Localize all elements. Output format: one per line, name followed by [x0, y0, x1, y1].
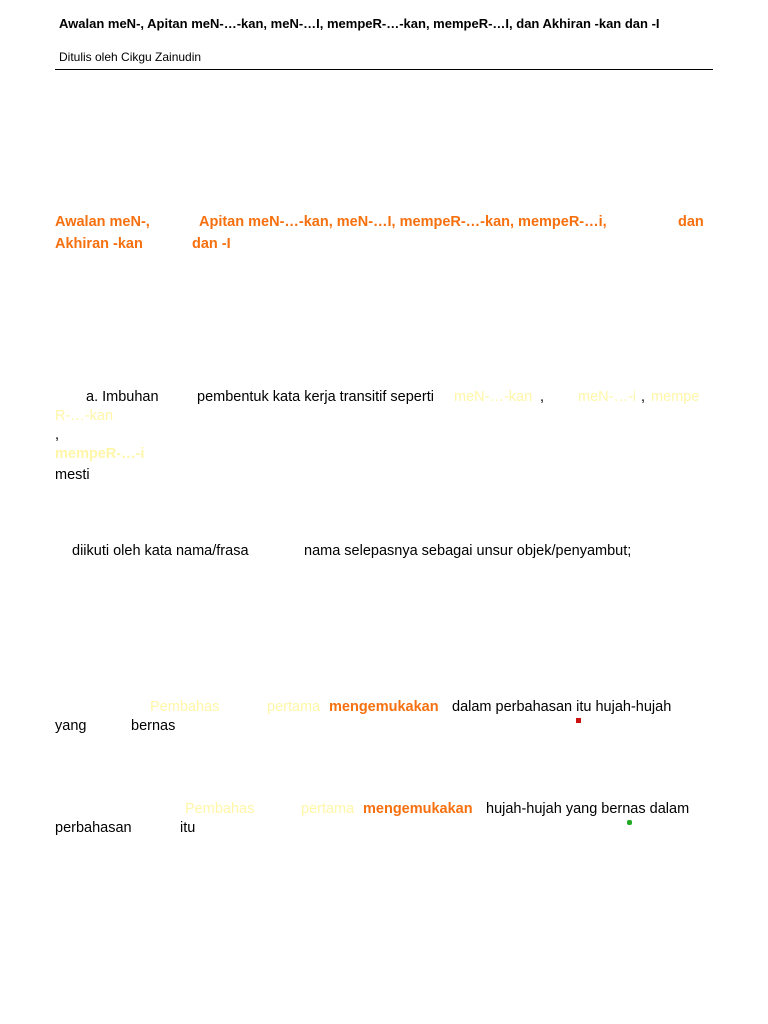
- para-b-part-1: diikuti oleh kata nama/frasa: [72, 543, 249, 559]
- example-1-rest: dalam perbahasan itu hujah-hujah: [452, 699, 672, 715]
- example-1-verb: mengemukakan: [329, 699, 439, 715]
- para-a-text: pembentuk kata kerja transitif seperti: [197, 389, 434, 405]
- example-2-line2-b: itu: [180, 820, 196, 836]
- heading-part-3: dan: [678, 214, 704, 230]
- para-a-term-2: meN-…-i: [578, 389, 636, 405]
- para-b-part-2: nama selepasnya sebagai unsur objek/penyambut;: [304, 543, 632, 559]
- heading-part-1: Awalan meN-,: [55, 214, 150, 230]
- example-1-word-1: Pembahas: [150, 699, 220, 715]
- example-2-word-1: Pembahas: [185, 801, 255, 817]
- para-a-comma-1: ,: [540, 389, 545, 405]
- para-a-term-3a: mempe: [651, 389, 700, 405]
- example-1-line2-b: bernas: [131, 718, 176, 734]
- heading-part-2: Apitan meN-…-kan, meN-…I, mempeR-…-kan, mempeR-…i,: [199, 214, 607, 230]
- red-marker-icon: [576, 718, 581, 723]
- example-2-line2-a: perbahasan: [55, 820, 132, 836]
- heading-part-4: Akhiran -kan: [55, 236, 143, 252]
- green-marker-icon: [627, 820, 632, 825]
- para-a-term-4: mempeR-…-i: [55, 446, 145, 462]
- example-2-rest: hujah-hujah yang bernas dalam: [486, 801, 690, 817]
- para-a-lead: a. Imbuhan: [86, 389, 159, 405]
- author-line: Ditulis oleh Cikgu Zainudin: [59, 50, 202, 64]
- para-a-comma-3: ,: [55, 427, 60, 443]
- example-2-verb: mengemukakan: [363, 801, 473, 817]
- heading-part-5: dan -I: [192, 236, 231, 252]
- example-1-word-2: pertama: [267, 699, 321, 715]
- example-2-word-2: pertama: [301, 801, 355, 817]
- para-a-comma-2: ,: [641, 389, 646, 405]
- page-title: Awalan meN-, Apitan meN-…-kan, meN-…I, mempeR-…-kan, mempeR-…I, dan Akhiran -kan dan -I: [59, 16, 660, 31]
- header-divider: [55, 69, 713, 70]
- para-a-term-1: meN-…-kan: [454, 389, 533, 405]
- para-a-term-3b: R-…-kan: [55, 408, 114, 424]
- para-a-last-word: mesti: [55, 467, 90, 483]
- example-1-line2-a: yang: [55, 718, 87, 734]
